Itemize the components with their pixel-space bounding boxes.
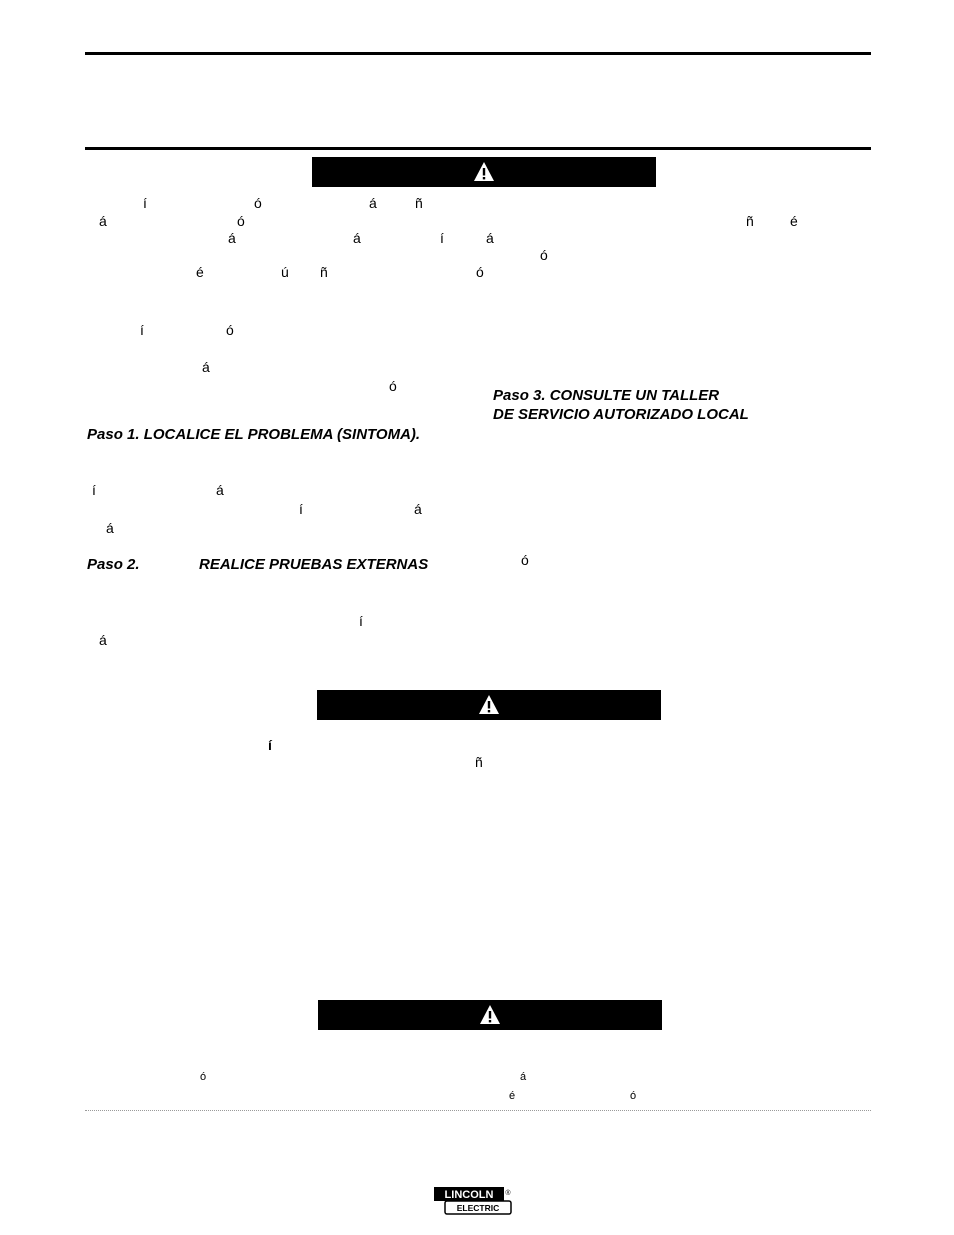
glyph-n-tilde: ñ bbox=[475, 754, 483, 770]
step-1-heading: Paso 1. LOCALICE EL PROBLEMA (SINTOMA). bbox=[87, 426, 421, 443]
glyph-a-acute: á bbox=[202, 359, 210, 375]
glyph-o-acute: ó bbox=[521, 552, 529, 568]
logo-registered-mark: ® bbox=[505, 1190, 511, 1197]
glyph-a-acute: á bbox=[99, 632, 107, 648]
step-2-label: Paso 2. bbox=[87, 556, 140, 573]
glyph-i-acute: í bbox=[140, 322, 144, 338]
glyph-o-acute: ó bbox=[226, 322, 234, 338]
warning-icon bbox=[473, 161, 495, 183]
step-3-heading-line-2: DE SERVICIO AUTORIZADO LOCAL bbox=[493, 406, 749, 423]
glyph-e-acute: é bbox=[509, 1090, 516, 1102]
glyph-o-acute: ó bbox=[540, 247, 548, 263]
warning-icon bbox=[479, 1004, 501, 1026]
footer-rule bbox=[85, 1110, 871, 1111]
glyph-n-tilde: ñ bbox=[746, 213, 754, 229]
glyph-o-acute: ó bbox=[630, 1090, 637, 1102]
glyph-o-acute: ó bbox=[476, 264, 484, 280]
glyph-a-acute: á bbox=[369, 195, 377, 211]
glyph-e-acute: é bbox=[196, 264, 204, 280]
step-3-heading-line-1: Paso 3. CONSULTE UN TALLER bbox=[493, 387, 720, 404]
glyph-u-acute: ú bbox=[281, 264, 289, 280]
step-2-heading: REALICE PRUEBAS EXTERNAS bbox=[199, 556, 429, 573]
glyph-i-acute: í bbox=[92, 482, 96, 498]
glyph-o-acute: ó bbox=[237, 213, 245, 229]
warning-icon bbox=[478, 694, 500, 716]
top-rule bbox=[85, 52, 871, 55]
glyph-a-acute: á bbox=[228, 230, 236, 246]
glyph-a-acute: á bbox=[216, 482, 224, 498]
lincoln-electric-logo bbox=[433, 1186, 513, 1216]
glyph-o-acute: ó bbox=[254, 195, 262, 211]
glyph-i-acute: í bbox=[268, 737, 272, 753]
glyph-a-acute: á bbox=[520, 1071, 527, 1083]
glyph-i-acute: í bbox=[143, 195, 147, 211]
glyph-a-acute: á bbox=[106, 520, 114, 536]
glyph-a-acute: á bbox=[99, 213, 107, 229]
glyph-i-acute: í bbox=[440, 230, 444, 246]
glyph-i-acute: í bbox=[299, 501, 303, 517]
logo-line-1: LINCOLN bbox=[444, 1189, 494, 1201]
glyph-o-acute: ó bbox=[200, 1071, 207, 1083]
glyph-a-acute: á bbox=[486, 230, 494, 246]
logo-line-2: ELECTRIC bbox=[456, 1203, 500, 1213]
warning-banner bbox=[317, 690, 661, 720]
warning-banner bbox=[318, 1000, 662, 1030]
glyph-n-tilde: ñ bbox=[415, 195, 423, 211]
glyph-n-tilde: ñ bbox=[320, 264, 328, 280]
glyph-e-acute: é bbox=[790, 213, 798, 229]
glyph-i-acute: í bbox=[359, 613, 363, 629]
glyph-o-acute: ó bbox=[389, 378, 397, 394]
glyph-a-acute: á bbox=[353, 230, 361, 246]
glyph-a-acute: á bbox=[414, 501, 422, 517]
warning-banner bbox=[312, 157, 656, 187]
header-rule bbox=[85, 147, 871, 150]
